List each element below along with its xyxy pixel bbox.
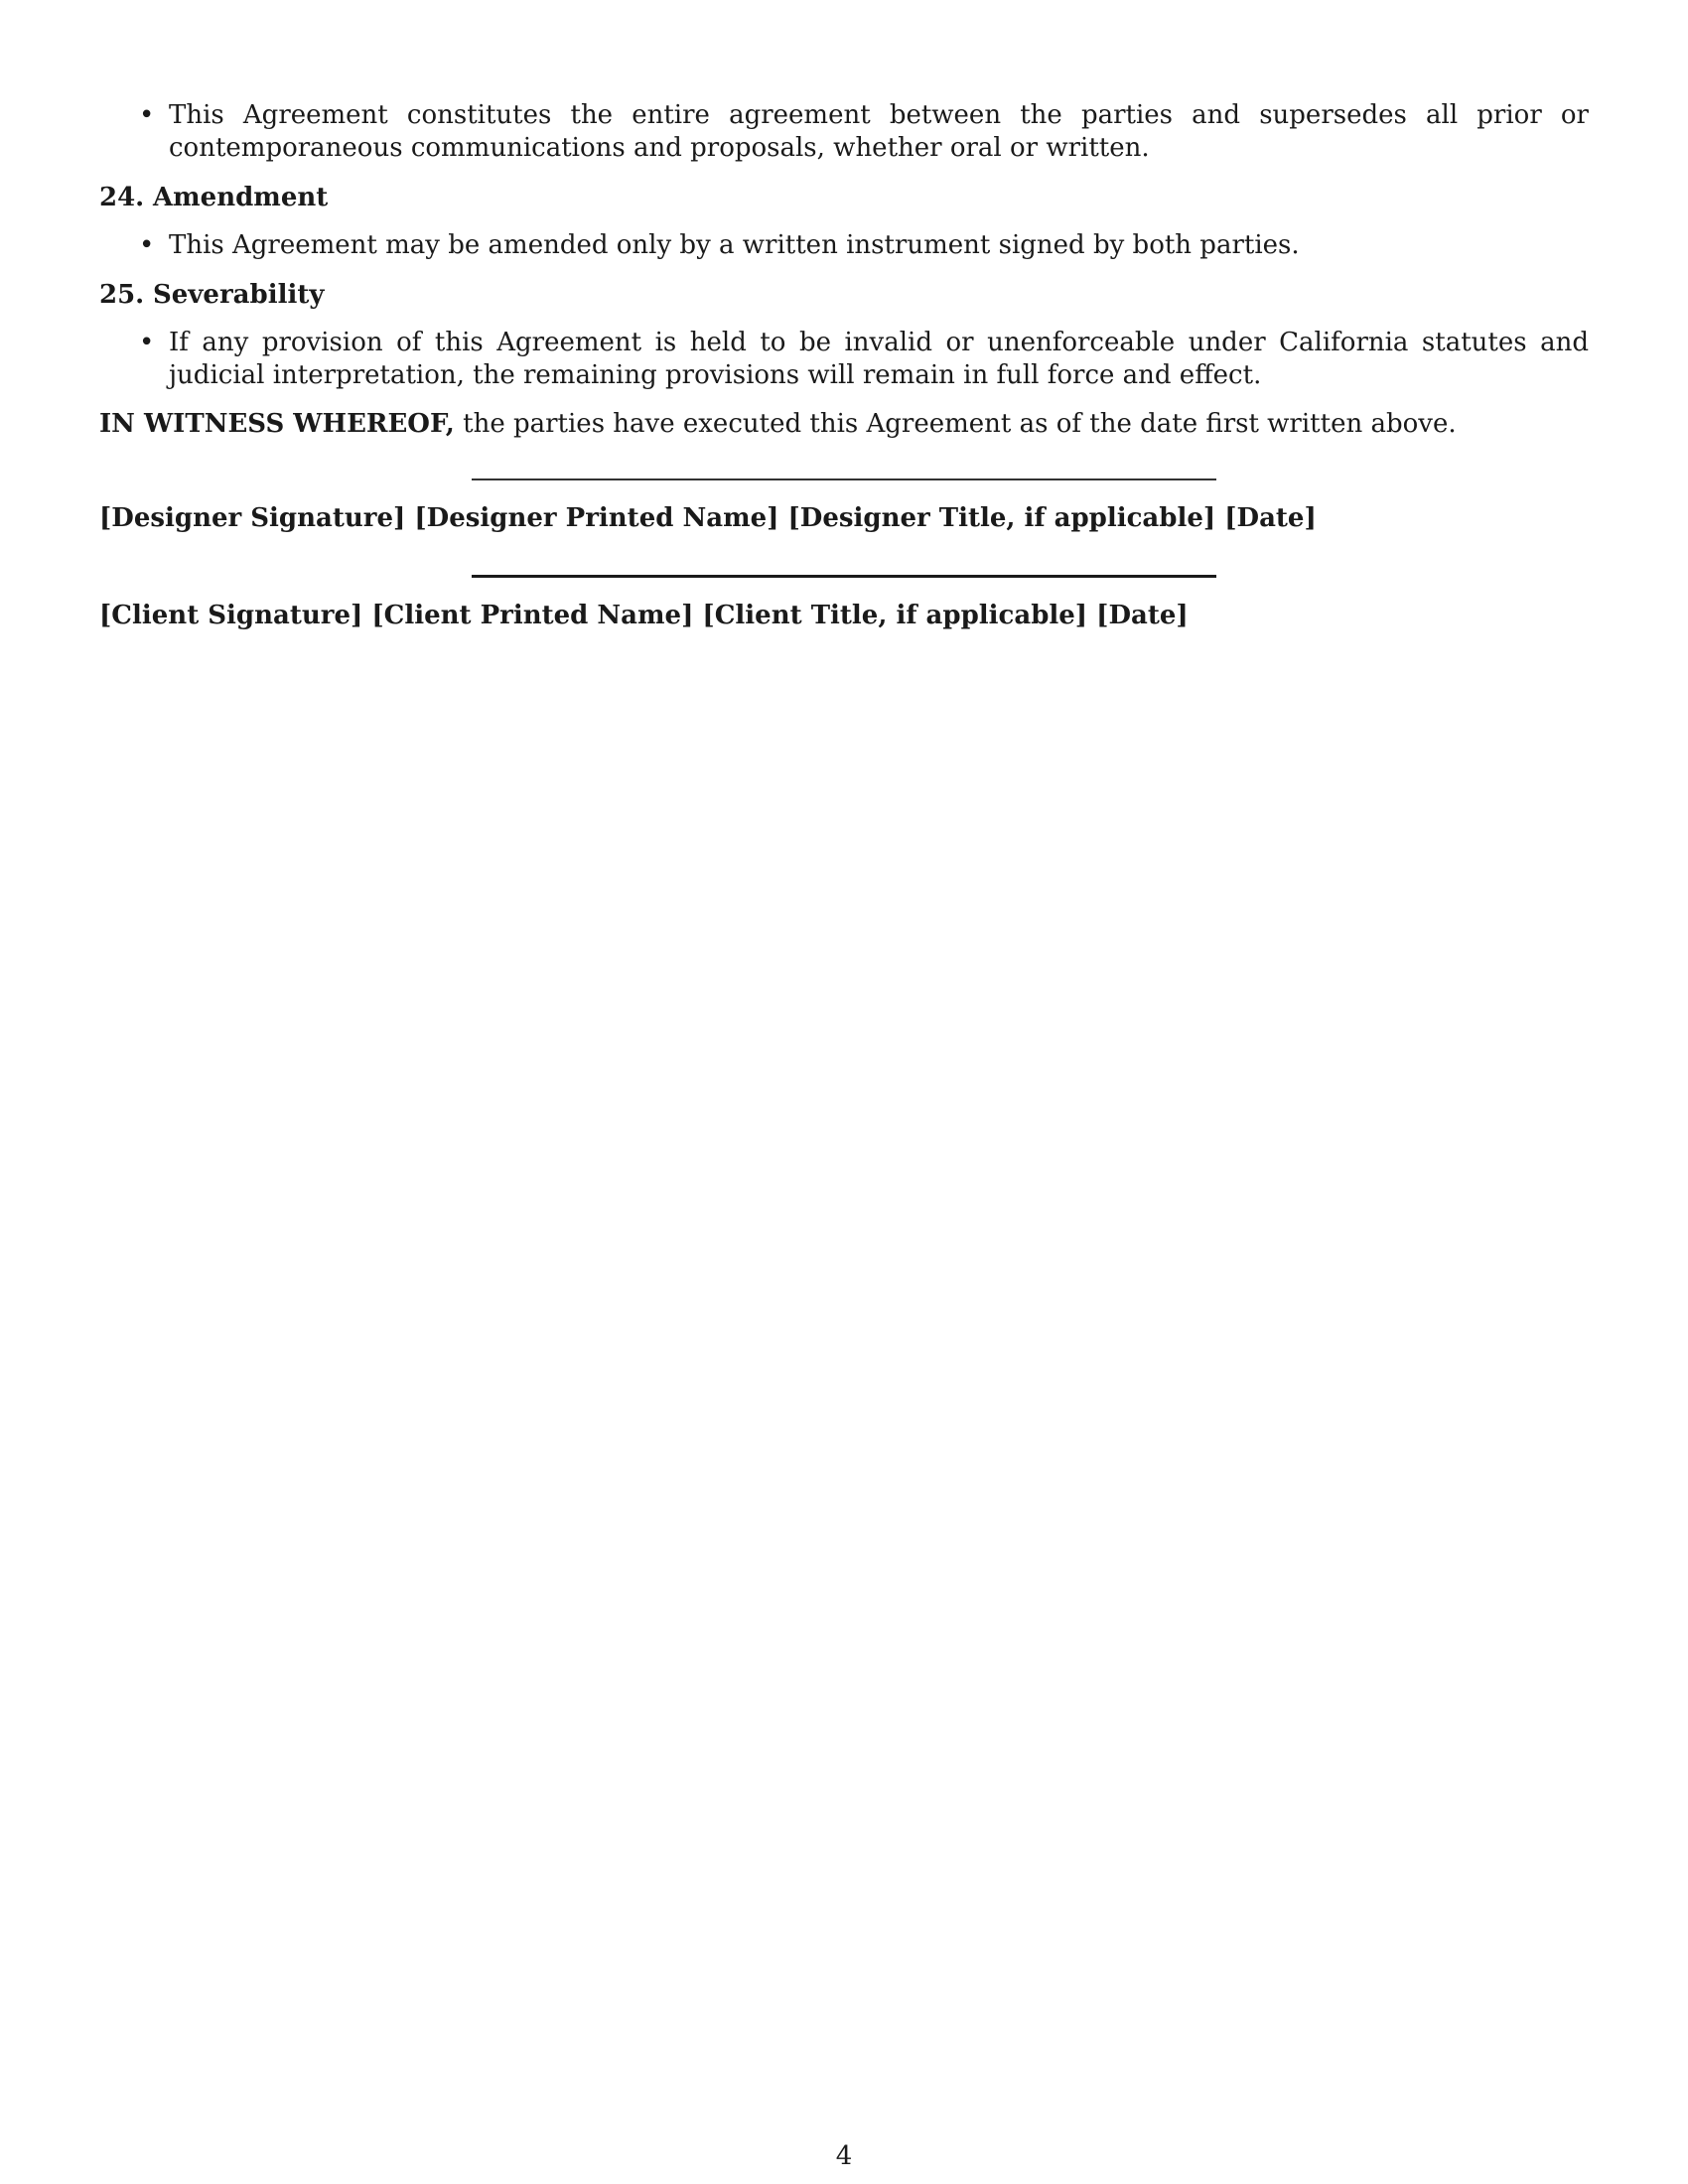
- severability-bullet: [99, 327, 1589, 392]
- section-title: Amendment: [153, 183, 329, 212]
- bullet-icon: •: [139, 230, 155, 260]
- amendment-bullet: [99, 229, 1589, 262]
- witness-lead: IN WITNESS WHEREOF,: [99, 409, 455, 439]
- client-signature-line: [472, 575, 1216, 578]
- severability-text: If any provision of this Agreement is held to be invalid or unenforceable under California statutes and judicial interpretation, the remaining provisions will remain in full force and effect.: [169, 328, 1589, 390]
- bullet-icon: •: [139, 328, 155, 357]
- section-heading-amendment: [99, 182, 1589, 214]
- witness-clause: [99, 408, 1589, 441]
- designer-signature-line: [472, 478, 1216, 480]
- entire-agreement-text: This Agreement constitutes the entire agreement between the parties and supersedes all prior or contemporaneous communications and proposals, whether oral or written.: [169, 100, 1589, 163]
- section-title: Severability: [153, 280, 325, 310]
- client-signature-block: [Client Signature] [Client Printed Name] [Client Title, if applicable] [Date]: [99, 601, 1189, 630]
- section-number: 25.: [99, 280, 145, 310]
- document-page: [99, 99, 1589, 632]
- bullet-icon: •: [139, 100, 155, 130]
- section-heading-severability: [99, 279, 1589, 312]
- entire-agreement-bullet: [99, 99, 1589, 165]
- designer-signature-block: [Designer Signature] [Designer Printed Name] [Designer Title, if applicable] [Date]: [99, 503, 1317, 533]
- amendment-text: This Agreement may be amended only by a written instrument signed by both parties.: [169, 230, 1300, 260]
- witness-text: the parties have executed this Agreement as of the date first written above.: [454, 409, 1457, 439]
- section-number: 24.: [99, 183, 145, 212]
- page-number: 4: [835, 2141, 853, 2171]
